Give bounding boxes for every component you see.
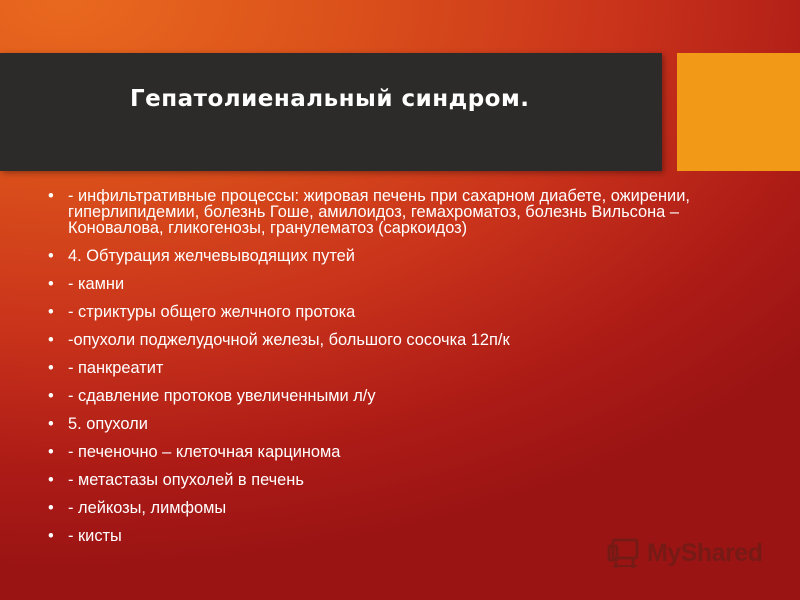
slide-title: Гепатолиенальный синдром. xyxy=(130,86,530,112)
bullet-item: • - сдавление протоков увеличенными л/у xyxy=(48,388,768,404)
watermark-text: MyShared xyxy=(647,538,763,567)
bullet-item: • -опухоли поджелудочной железы, большого сосочка 12п/к xyxy=(48,332,768,348)
bullet-item: • - инфильтративные процессы: жировая печень при сахарном диабете, ожирении, гиперлипидемии, болезнь Гоше, амилоидоз, гемахроматоз, болезнь Вильсона – Коновалова, гликогенозы, гранулематоз (саркоидоз) xyxy=(48,188,768,236)
bullet-item: • - камни xyxy=(48,276,768,292)
bullet-list xyxy=(48,188,768,556)
bullet-item: • - стриктуры общего желчного протока xyxy=(48,304,768,320)
accent-square xyxy=(677,53,800,171)
title-band xyxy=(0,53,662,171)
bullet-item: • - панкреатит xyxy=(48,360,768,376)
bullet-item: • - печеночно – клеточная карцинома xyxy=(48,444,768,460)
presentation-board-icon xyxy=(607,536,641,570)
bullet-item: • 5. опухоли xyxy=(48,416,768,432)
bullet-item: • - кисты xyxy=(48,528,768,544)
bullet-item: • - лейкозы, лимфомы xyxy=(48,500,768,516)
bullet-item: • - метастазы опухолей в печень xyxy=(48,472,768,488)
watermark-logo xyxy=(607,536,762,570)
bullet-item: • 4. Обтурация желчевыводящих путей xyxy=(48,248,768,264)
